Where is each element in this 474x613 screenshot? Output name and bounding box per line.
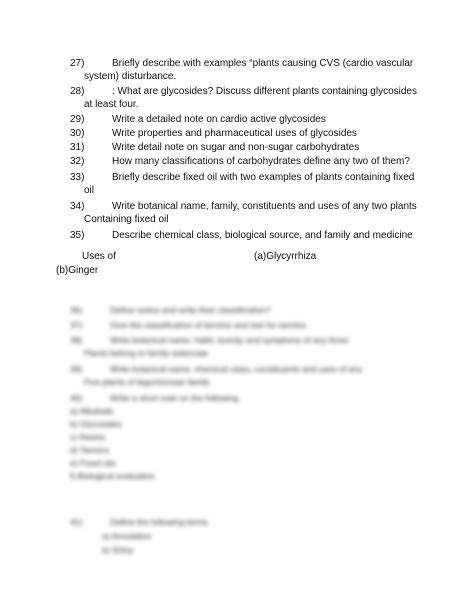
question-text: Write botanical name, family, constituents and uses of any two plants xyxy=(112,201,417,212)
blurred-preview-section xyxy=(0,300,474,600)
question-text: Write botanical name, habit, toxicity and symptoms of any three xyxy=(110,335,349,345)
list-item: f) Biological evaluation xyxy=(70,471,156,481)
question-31 xyxy=(70,141,430,154)
question-text: How many classifications of carbohydrates define any two of them? xyxy=(112,156,410,167)
question-number: 31) xyxy=(70,142,85,153)
list-item: a) Annulation xyxy=(102,531,152,541)
uses-label: Uses of xyxy=(82,251,116,262)
question-number: 36) xyxy=(70,305,83,315)
question-text: Write botanical name, chemical class, constituents and uses of any xyxy=(110,364,363,374)
question-text: Define the following terms xyxy=(110,517,208,527)
question-number: 37) xyxy=(70,320,83,330)
question-number: 35) xyxy=(70,230,85,241)
question-32 xyxy=(70,155,430,168)
question-number: 38) xyxy=(70,335,83,345)
question-34 xyxy=(70,200,430,226)
list-item: c) Resins xyxy=(70,432,106,442)
question-continuation: at least four. xyxy=(84,99,139,110)
list-item: a) Alkaloids xyxy=(70,406,114,416)
question-text: Give the classification of tannins and test for tannins xyxy=(110,320,307,330)
question-number: 41) xyxy=(70,517,83,527)
question-number: 40) xyxy=(70,393,83,403)
question-text: Define resins and write their classification? xyxy=(110,305,271,315)
question-30 xyxy=(70,127,430,140)
question-28 xyxy=(70,85,430,111)
question-39 xyxy=(70,363,362,375)
question-29 xyxy=(70,113,430,126)
uses-option-a: (a)Glycyrrhiza xyxy=(254,251,317,262)
list-item: d) Tannins xyxy=(70,445,110,455)
question-38 xyxy=(70,334,348,346)
question-continuation: system) disturbance. xyxy=(84,71,177,82)
question-text: Write properties and pharmaceutical uses of glycosides xyxy=(112,128,357,139)
list-item: e) Fixed oils xyxy=(70,458,116,468)
question-40 xyxy=(70,392,238,404)
question-continuation: oil xyxy=(84,185,95,196)
question-number: 30) xyxy=(70,128,85,139)
question-39-continuation: Five plants of leguminosae family xyxy=(84,377,210,387)
question-text: Write detail note on sugar and non-sugar carbohydrates xyxy=(112,142,360,153)
question-number: 28) xyxy=(70,86,85,97)
question-continuation: Containing fixed oil xyxy=(84,214,169,225)
question-text: : What are glycosides? Discuss different plants containing glycosides xyxy=(112,86,417,97)
question-number: 39) xyxy=(70,364,83,374)
question-35 xyxy=(70,229,430,242)
question-33 xyxy=(70,171,430,197)
question-37 xyxy=(70,319,306,331)
question-number: 27) xyxy=(70,58,85,69)
question-27 xyxy=(70,57,430,83)
question-text: Briefly describe with examples “plants causing CVS (cardio vascular xyxy=(112,58,414,69)
list-item: b) Glycosides xyxy=(70,419,122,429)
question-text: Briefly describe fixed oil with two examples of plants containing fixed xyxy=(112,172,415,183)
list-item: b) Shiny xyxy=(102,545,134,555)
uses-option-b: (b)Ginger xyxy=(56,265,99,276)
question-number: 32) xyxy=(70,156,85,167)
uses-row xyxy=(82,250,412,263)
question-text: Write a short note on the following xyxy=(110,393,239,403)
question-text: Describe chemical class, biological source, and family and medicine xyxy=(112,230,413,241)
question-text: Write a detailed note on cardio active glycosides xyxy=(112,114,326,125)
question-number: 33) xyxy=(70,172,85,183)
question-41 xyxy=(70,516,208,528)
question-number: 29) xyxy=(70,114,85,125)
question-number: 34) xyxy=(70,201,85,212)
question-36 xyxy=(70,304,271,316)
question-38-continuation: Plants belong to family solanciae xyxy=(84,348,208,358)
